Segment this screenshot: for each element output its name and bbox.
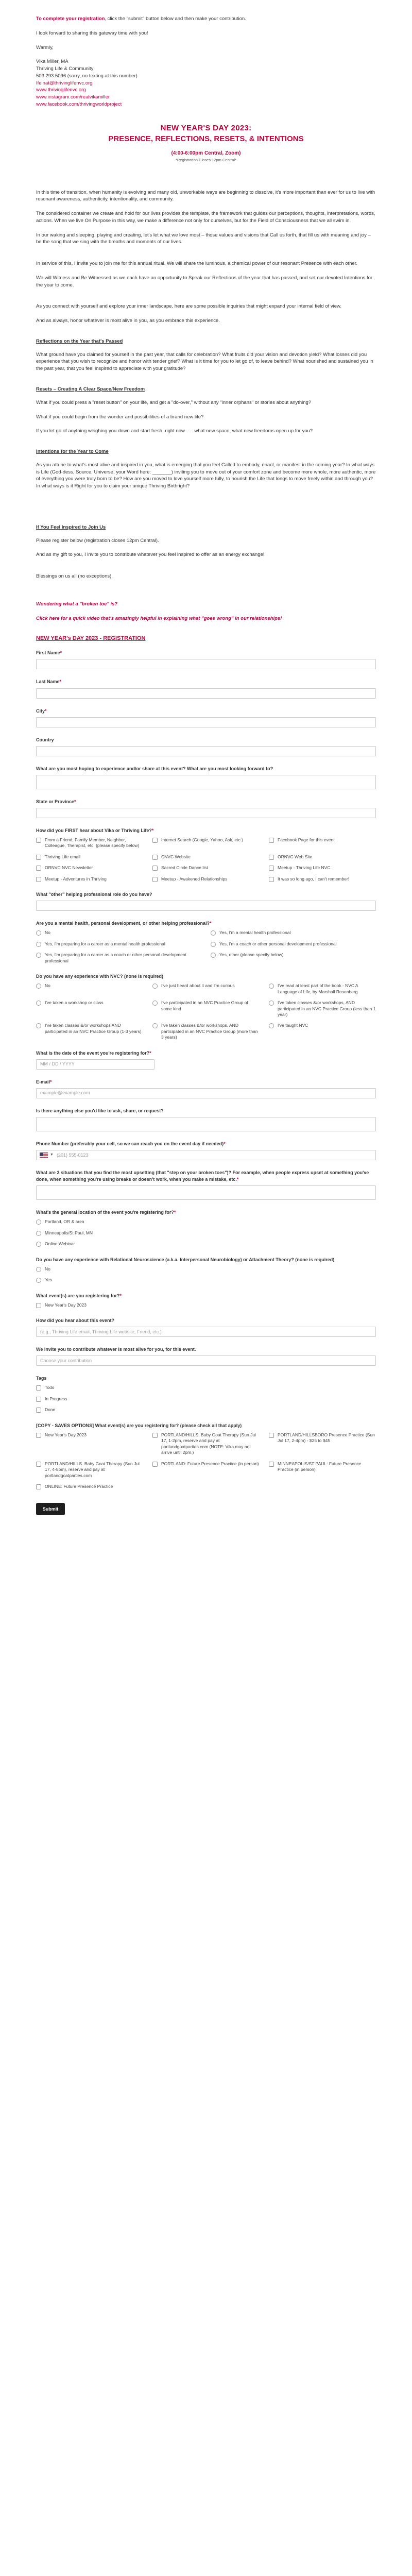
relational-option[interactable]: Yes — [36, 1277, 376, 1283]
checkbox[interactable] — [36, 838, 41, 843]
copy-event-option[interactable]: PORTLAND/HILLS. Baby Goat Therapy (Sun Jul 17, 1-2pm, reserve and pay at portlandgoatparties.com (NOTE: Vika may not arrive until 2pm.) — [152, 1432, 260, 1456]
tags-field — [36, 1375, 376, 1413]
checkbox[interactable] — [269, 855, 274, 860]
location-options — [36, 1219, 376, 1247]
radio[interactable] — [152, 1001, 158, 1006]
body-paragraph: And as always, honor whatever is most alive in you, as you embrace this experience. — [36, 318, 220, 324]
submit-button[interactable]: Submit — [36, 1503, 65, 1515]
event-title-line-2: PRESENCE, REFLECTIONS, RESETS, & INTENTIONS — [108, 134, 304, 144]
radio[interactable] — [152, 984, 158, 989]
tags-options — [36, 1385, 376, 1413]
signature-facebook-link[interactable]: www.facebook.com/thrivingworldproject — [36, 101, 122, 107]
copy-event-option[interactable]: PORTLAND: Future Presence Practice (in person) — [152, 1461, 260, 1479]
intentions-title: Intentions for the Year to Come — [36, 449, 109, 455]
radio[interactable] — [211, 942, 216, 947]
radio[interactable] — [36, 1023, 41, 1028]
other-prof-input[interactable] — [36, 901, 376, 911]
body-paragraph: We will Witness and Be Witnessed as we each have an opportunity to Speak our Reflections of the year that has passed, and set our devoted Intentions for the year to come. — [36, 275, 373, 288]
location-option[interactable]: Portland, OR & area — [36, 1219, 376, 1225]
broken-toe-video-link[interactable]: Click here for a quick video that's amazingly helpful in explaining what "goes wrong" in our relationships! — [36, 615, 282, 621]
hoping-field — [36, 766, 376, 789]
broken-toe-question: Wondering what a "broken toe" is? — [36, 601, 118, 607]
how-hear-input[interactable]: (e.g., Thriving Life email, Thriving Life website, Friend, etc.) — [36, 1327, 376, 1337]
resets-paragraph: What if you could press a "reset button" on your life, and get a "do-over," without any "inner orphans" or stories about anything? — [36, 399, 312, 405]
heard-option[interactable]: It was so long ago, I can't remember! — [269, 876, 376, 882]
nvc-option[interactable]: I've taken classes &/or workshops AND participated in an NVC Practice Group (1-3 years) — [36, 1023, 143, 1040]
how-hear-label: How did you hear about this event? — [36, 1318, 115, 1324]
radio[interactable] — [211, 953, 216, 958]
chevron-down-icon[interactable]: ▼ — [50, 1153, 54, 1157]
events-option[interactable]: New Year's Day 2023 — [36, 1302, 376, 1308]
contribution-input[interactable]: Choose your contribution — [36, 1355, 376, 1366]
first-name-field: First Name* — [36, 650, 376, 669]
first-name-label: First Name — [36, 650, 60, 656]
date-input[interactable]: MM / DD / YYYY — [36, 1059, 154, 1070]
event-time: (4:00-6:00pm Central, Zoom) — [171, 150, 241, 157]
intro-rest: , click the "submit" button below and then make your contribution. — [105, 16, 246, 22]
resets-paragraph: What if you could begin from the wonder and possibilities of a brand new life? — [36, 414, 204, 420]
country-field — [36, 737, 376, 756]
nvc-option[interactable]: I've read at least part of the book - NVC A Language of Life, by Marshall Rosenberg — [269, 983, 376, 995]
nvc-option[interactable]: I've taught NVC — [269, 1023, 376, 1040]
relational-options — [36, 1266, 376, 1283]
city-field: City* — [36, 708, 376, 727]
heard-option[interactable]: Sacred Circle Dance list — [152, 865, 260, 871]
body-paragraph: In service of this, I invite you to join me for this annual ritual. We will share the luminous, alchemical power of our resonant Presence with each other. — [36, 261, 357, 267]
copy-event-option[interactable]: PORTLAND/HILLS. Baby Goat Therapy (Sun Jul 17, 4-5pm), reserve and pay at portlandgoatparties.com — [36, 1461, 143, 1479]
contribution-field — [36, 1346, 376, 1366]
body-paragraph: In this time of transition, when humanity is evolving and many old, unworkable ways are beginning to dissolve, it's more important than ever for us to live with resonant awareness, authenticity, intentionality, and community. — [36, 189, 375, 202]
heard-option[interactable]: Facebook Page for this event — [269, 837, 376, 849]
radio[interactable] — [36, 953, 41, 958]
other-prof-label: What "other" helping professional role do you have? — [36, 892, 152, 897]
relational-field — [36, 1257, 376, 1283]
tag-option[interactable]: Done — [36, 1407, 376, 1413]
radio[interactable] — [36, 1219, 41, 1225]
copy-events-options — [36, 1432, 376, 1490]
signature-org: Thriving Life & Community — [36, 66, 94, 72]
checkbox[interactable] — [269, 1433, 274, 1438]
state-input[interactable] — [36, 808, 376, 818]
radio[interactable] — [269, 984, 274, 989]
resets-paragraph: If you let go of anything weighing you down and start fresh, right now . . . what new space, what new freedoms open up for you? — [36, 428, 313, 434]
checkbox[interactable] — [36, 1385, 41, 1391]
tag-option[interactable]: Todo — [36, 1385, 376, 1391]
mental-option[interactable]: Yes, I'm preparing for a career as a mental health professional — [36, 941, 201, 947]
copy-events-label: [COPY - SAVES OPTIONS] What event(s) are you registering for? (please check all that apply) — [36, 1422, 242, 1428]
other-prof-field — [36, 891, 376, 911]
heard-option[interactable]: From a Friend, Family Member, Neighbor, Colleague, Therapist, etc. (please specify below) — [36, 837, 143, 849]
hoping-textarea[interactable] — [36, 775, 376, 789]
copy-event-option[interactable]: MINNEAPOLIS/ST PAUL: Future Presence Practice (in person) — [269, 1461, 376, 1479]
intro-line-1 — [36, 15, 376, 23]
checkbox[interactable] — [36, 877, 41, 882]
hoping-label: What are you most hoping to experience and/or share at this event? What are you most looking forward to? — [36, 766, 273, 771]
body-paragraph: The considered container we create and hold for our lives provides the template, the framework that guides our perceptions, thoughts, interpretations, words, actions. When we live On Purpose in this way, we make a difference not only for ourselves, but for the Field of Consciousness that we all swim in. — [36, 211, 375, 224]
registration-note: *Registration Closes 12pm Central* — [176, 157, 236, 162]
checkbox[interactable] — [269, 1462, 274, 1467]
checkbox[interactable] — [152, 866, 158, 871]
join-title: If You Feel Inspired to Join Us — [36, 524, 106, 530]
copy-event-option[interactable]: ONLINE: Future Presence Practice — [36, 1484, 143, 1489]
phone-input[interactable] — [36, 1150, 376, 1160]
join-paragraph: And as my gift to you, I invite you to contribute whatever you feel inspired to offer as an energy exchange! — [36, 552, 265, 558]
checkbox[interactable] — [152, 877, 158, 882]
mental-options — [36, 930, 376, 964]
mental-option[interactable]: Yes, other (please specify below) — [211, 952, 376, 964]
country-label: Country — [36, 737, 54, 742]
heard-option[interactable]: Meetup - Thriving Life NVC — [269, 865, 376, 871]
radio[interactable] — [36, 984, 41, 989]
anything-label: Is there anything else you'd like to ask, share, or request? — [36, 1108, 164, 1113]
nvc-option[interactable]: I've just heard about it and I'm curious — [152, 983, 260, 995]
intro-line-2: I look forward to sharing this gateway time with you! — [36, 30, 148, 36]
checkbox[interactable] — [269, 838, 274, 843]
body-paragraph: As you connect with yourself and explore your inner landscape, here are some possible inquiries that might expand your internal field of view. — [36, 303, 342, 310]
intentions-paragraph: As you attune to what's most alive and inspired in you, what is emerging that you feel Called to embody, enact, or manifest in the coming year? In what ways is Life (God-dess, Source, Universe, your Word here: _______) inviting you to move out of your comfort zone and become more whole, more authentic, more of everything you were truly born to be? How are you moved to love yourself more fully, to nourish the Life that longs to move freely within and through you? In what ways is it Right for you to claim your unique Thriving Birthright? — [36, 462, 376, 489]
date-label: What is the date of the event you're registering for? — [36, 1050, 150, 1056]
mental-option[interactable]: No — [36, 930, 201, 936]
checkbox[interactable] — [269, 866, 274, 871]
phone-placeholder: (201) 555-0123 — [56, 1152, 89, 1158]
location-option[interactable]: Minneapolis/St Paul, MN — [36, 1230, 376, 1236]
reflections-paragraph: What ground have you claimed for yourself in the past year, that calls for celebration? What fruits did your vision and devotion yield? What losses did you experience that you wish to recognize and honor with tender grief? What is it time for you to let go of, to leave behind? What nourished and sustained you in the past year, that you feel inspired to appreciate with your gratitude? — [36, 351, 373, 372]
email-field: E-mail* example@example.com — [36, 1079, 376, 1098]
phone-field: Phone Number (preferably your cell, so we can reach you on the event day if needed)* ▼ (201) 555-0123 — [36, 1141, 376, 1160]
nvc-option[interactable]: I've taken a workshop or class — [36, 1000, 143, 1018]
nvc-field — [36, 973, 376, 1041]
join-paragraph: Please register below (registration closes 12pm Central). — [36, 537, 159, 544]
join-paragraph: Blessings on us all (no exceptions). — [36, 573, 113, 580]
body-paragraph: In our waking and sleeping, playing and creating, let's let what we love most – those values and visions that Call us forth, that fill us with meaning and joy – be the song that we sing with the breaths and moments of our lives. — [36, 232, 371, 245]
radio[interactable] — [36, 1242, 41, 1247]
event-title-line-1: NEW YEAR'S DAY 2023: — [160, 123, 252, 132]
page — [18, 0, 394, 1526]
city-label: City — [36, 708, 45, 714]
copy-event-option[interactable]: New Year's Day 2023 — [36, 1432, 143, 1456]
phone-label: Phone Number (preferably your cell, so we can reach you on the event day if needed) — [36, 1141, 224, 1147]
heard-option[interactable]: CNVC Website — [152, 854, 260, 860]
city-input[interactable] — [36, 717, 376, 727]
radio[interactable] — [211, 930, 216, 936]
heard-option[interactable]: Internet Search (Google, Yahoo, Ask, etc.) — [152, 837, 260, 849]
checkbox[interactable] — [36, 1408, 41, 1413]
signature-name: Vika Miller, MA — [36, 59, 68, 65]
heard-options — [36, 837, 376, 882]
heard-option[interactable]: Meetup - Awakened Relationships — [152, 876, 260, 882]
checkbox[interactable] — [36, 1484, 41, 1489]
radio[interactable] — [36, 1001, 41, 1006]
state-label: State or Province — [36, 799, 75, 804]
checkbox[interactable] — [36, 855, 41, 860]
tag-option[interactable]: In Progress — [36, 1396, 376, 1402]
relational-label: Do you have any experience with Relational Neuroscience (a.k.a. Interpersonal Neurobiology) or Attachment Theory? (none is required) — [36, 1257, 335, 1262]
situations-textarea[interactable] — [36, 1185, 376, 1200]
signature-site-link[interactable]: www.thrivinglifenvc.org — [36, 87, 86, 93]
mental-option[interactable]: Yes, I'm preparing for a career as a coach or other personal development professional — [36, 952, 201, 964]
copy-event-option[interactable]: PORTLAND/HILLSBORO Presence Practice (Sun Jul 17, 2-4pm) - $25 to $45 — [269, 1432, 376, 1456]
radio[interactable] — [36, 930, 41, 936]
signature-instagram-link[interactable]: www.instagram.com/realvikamiller — [36, 94, 110, 100]
nvc-option[interactable]: I've taken classes &/or workshops, AND participated in an NVC Practice Group (more than 3 years) — [152, 1023, 260, 1040]
checkbox[interactable] — [152, 1433, 158, 1438]
checkbox[interactable] — [36, 1462, 41, 1467]
signature-email-link[interactable]: Ifeinat@thrivinglifenvc.org — [36, 80, 93, 86]
last-name-input[interactable] — [36, 688, 376, 699]
state-field: State or Province* — [36, 799, 376, 818]
checkbox[interactable] — [269, 877, 274, 882]
last-name-field: Last Name* — [36, 679, 376, 698]
signature-block — [36, 58, 376, 108]
heard-option[interactable]: ORNVC NVC Newsletter — [36, 865, 143, 871]
radio[interactable] — [152, 1023, 158, 1028]
location-option[interactable]: Online Webinar — [36, 1241, 376, 1247]
email-label: E-mail — [36, 1079, 50, 1084]
heard-option[interactable]: Meetup - Adventures in Thriving — [36, 876, 143, 882]
events-label: What event(s) are you registering for? — [36, 1293, 120, 1298]
nvc-label: Do you have any experience with NVC? (none is required) — [36, 974, 164, 979]
mental-field: Are you a mental health, personal development, or other helping professional?* No Yes, I'm a mental health professional Yes, I'm preparing for a career as a mental health professional Yes, I'm a coach or other personal development professional Yes, I'm preparing for a career as a coach or other personal development professional Yes, other (please specify below) — [36, 920, 376, 964]
heard-option[interactable]: Thriving Life email — [36, 854, 143, 860]
anything-field — [36, 1108, 376, 1131]
email-input[interactable]: example@example.com — [36, 1088, 376, 1098]
checkbox[interactable] — [36, 1397, 41, 1402]
checkbox[interactable] — [36, 1433, 41, 1438]
how-hear-field — [36, 1317, 376, 1337]
intro-bold: To complete your registration — [36, 16, 105, 22]
checkbox[interactable] — [36, 1303, 41, 1308]
events-field: What event(s) are you registering for?* New Year's Day 2023 — [36, 1293, 376, 1309]
copy-events-field — [36, 1422, 376, 1490]
nvc-option[interactable]: I've participated in an NVC Practice Group of some kind — [152, 1000, 260, 1018]
country-input[interactable] — [36, 746, 376, 756]
nvc-option[interactable]: I've taken classes &/or workshops, AND participated in an NVC Practice Group (less than 1 year) — [269, 1000, 376, 1018]
heard-option[interactable]: ORNVC Web Site — [269, 854, 376, 860]
heard-label: How did you FIRST hear about Vika or Thriving Life? — [36, 827, 152, 833]
first-name-input[interactable] — [36, 659, 376, 669]
mental-option[interactable]: Yes, I'm a mental health professional — [211, 930, 376, 936]
location-label: What's the general location of the event you're registering for? — [36, 1210, 174, 1215]
situations-label: What are 3 situations that you find the most upsetting (that "step on your broken toes")? For example, when people express upset at something you've done, when something you're using breaks or doesn't work, when you make a mistake, etc. — [36, 1170, 369, 1182]
location-field: What's the general location of the event you're registering for?* Portland, OR & area Minneapolis/St Paul, MN Online Webinar — [36, 1209, 376, 1247]
reflections-title: Reflections on the Year that's Passed — [36, 338, 123, 344]
registration-title: NEW YEAR's DAY 2023 - REGISTRATION — [36, 635, 146, 641]
mental-option[interactable]: Yes, I'm a coach or other personal development professional — [211, 941, 376, 947]
anything-textarea[interactable] — [36, 1117, 376, 1131]
nvc-options — [36, 983, 376, 1041]
situations-field: What are 3 situations that you find the most upsetting (that "step on your broken toes")? For example, when people express upset at something you've done, when something you're using breaks or doesn't work, when you make a mistake, etc.* — [36, 1170, 376, 1200]
checkbox[interactable] — [152, 838, 158, 843]
date-field: What is the date of the event you're registering for?* MM / DD / YYYY — [36, 1050, 376, 1070]
contribution-label: We invite you to contribute whatever is most alive for you, for this event. — [36, 1347, 196, 1352]
tags-label: Tags — [36, 1376, 47, 1381]
checkbox[interactable] — [152, 855, 158, 860]
nvc-option[interactable]: No — [36, 983, 143, 995]
radio[interactable] — [36, 1231, 41, 1236]
checkbox[interactable] — [36, 866, 41, 871]
radio[interactable] — [269, 1001, 274, 1006]
radio[interactable] — [269, 1023, 274, 1028]
signature-phone: 503 293.5096 (sorry, no texting at this number) — [36, 73, 138, 79]
resets-title: Resets – Creating A Clear Space/New Freedom — [36, 386, 145, 393]
radio[interactable] — [36, 1278, 41, 1283]
intro-line-3: Warmly, — [36, 44, 54, 50]
checkbox[interactable] — [152, 1462, 158, 1467]
radio[interactable] — [36, 942, 41, 947]
last-name-label: Last Name — [36, 679, 60, 685]
radio[interactable] — [36, 1267, 41, 1272]
us-flag-icon[interactable] — [40, 1153, 48, 1158]
relational-option[interactable]: No — [36, 1266, 376, 1272]
mental-label: Are you a mental health, personal development, or other helping professional? — [36, 921, 210, 926]
heard-field: How did you FIRST hear about Vika or Thriving Life?* From a Friend, Family Member, Neighbor, Colleague, Therapist, etc. (please specify below) Internet Search (Google, Yahoo, Ask, etc.) Facebook Page for this event Thriving Life email CNVC Website ORNVC Web Site ORNVC NVC Newsletter Sacred Circle Dance list Meetup - Thriving Life NVC Meetup - Adventures in Thriving Meetup - Awakened Relationships It was so long ago, I can't remember! — [36, 827, 376, 882]
events-options — [36, 1302, 376, 1308]
